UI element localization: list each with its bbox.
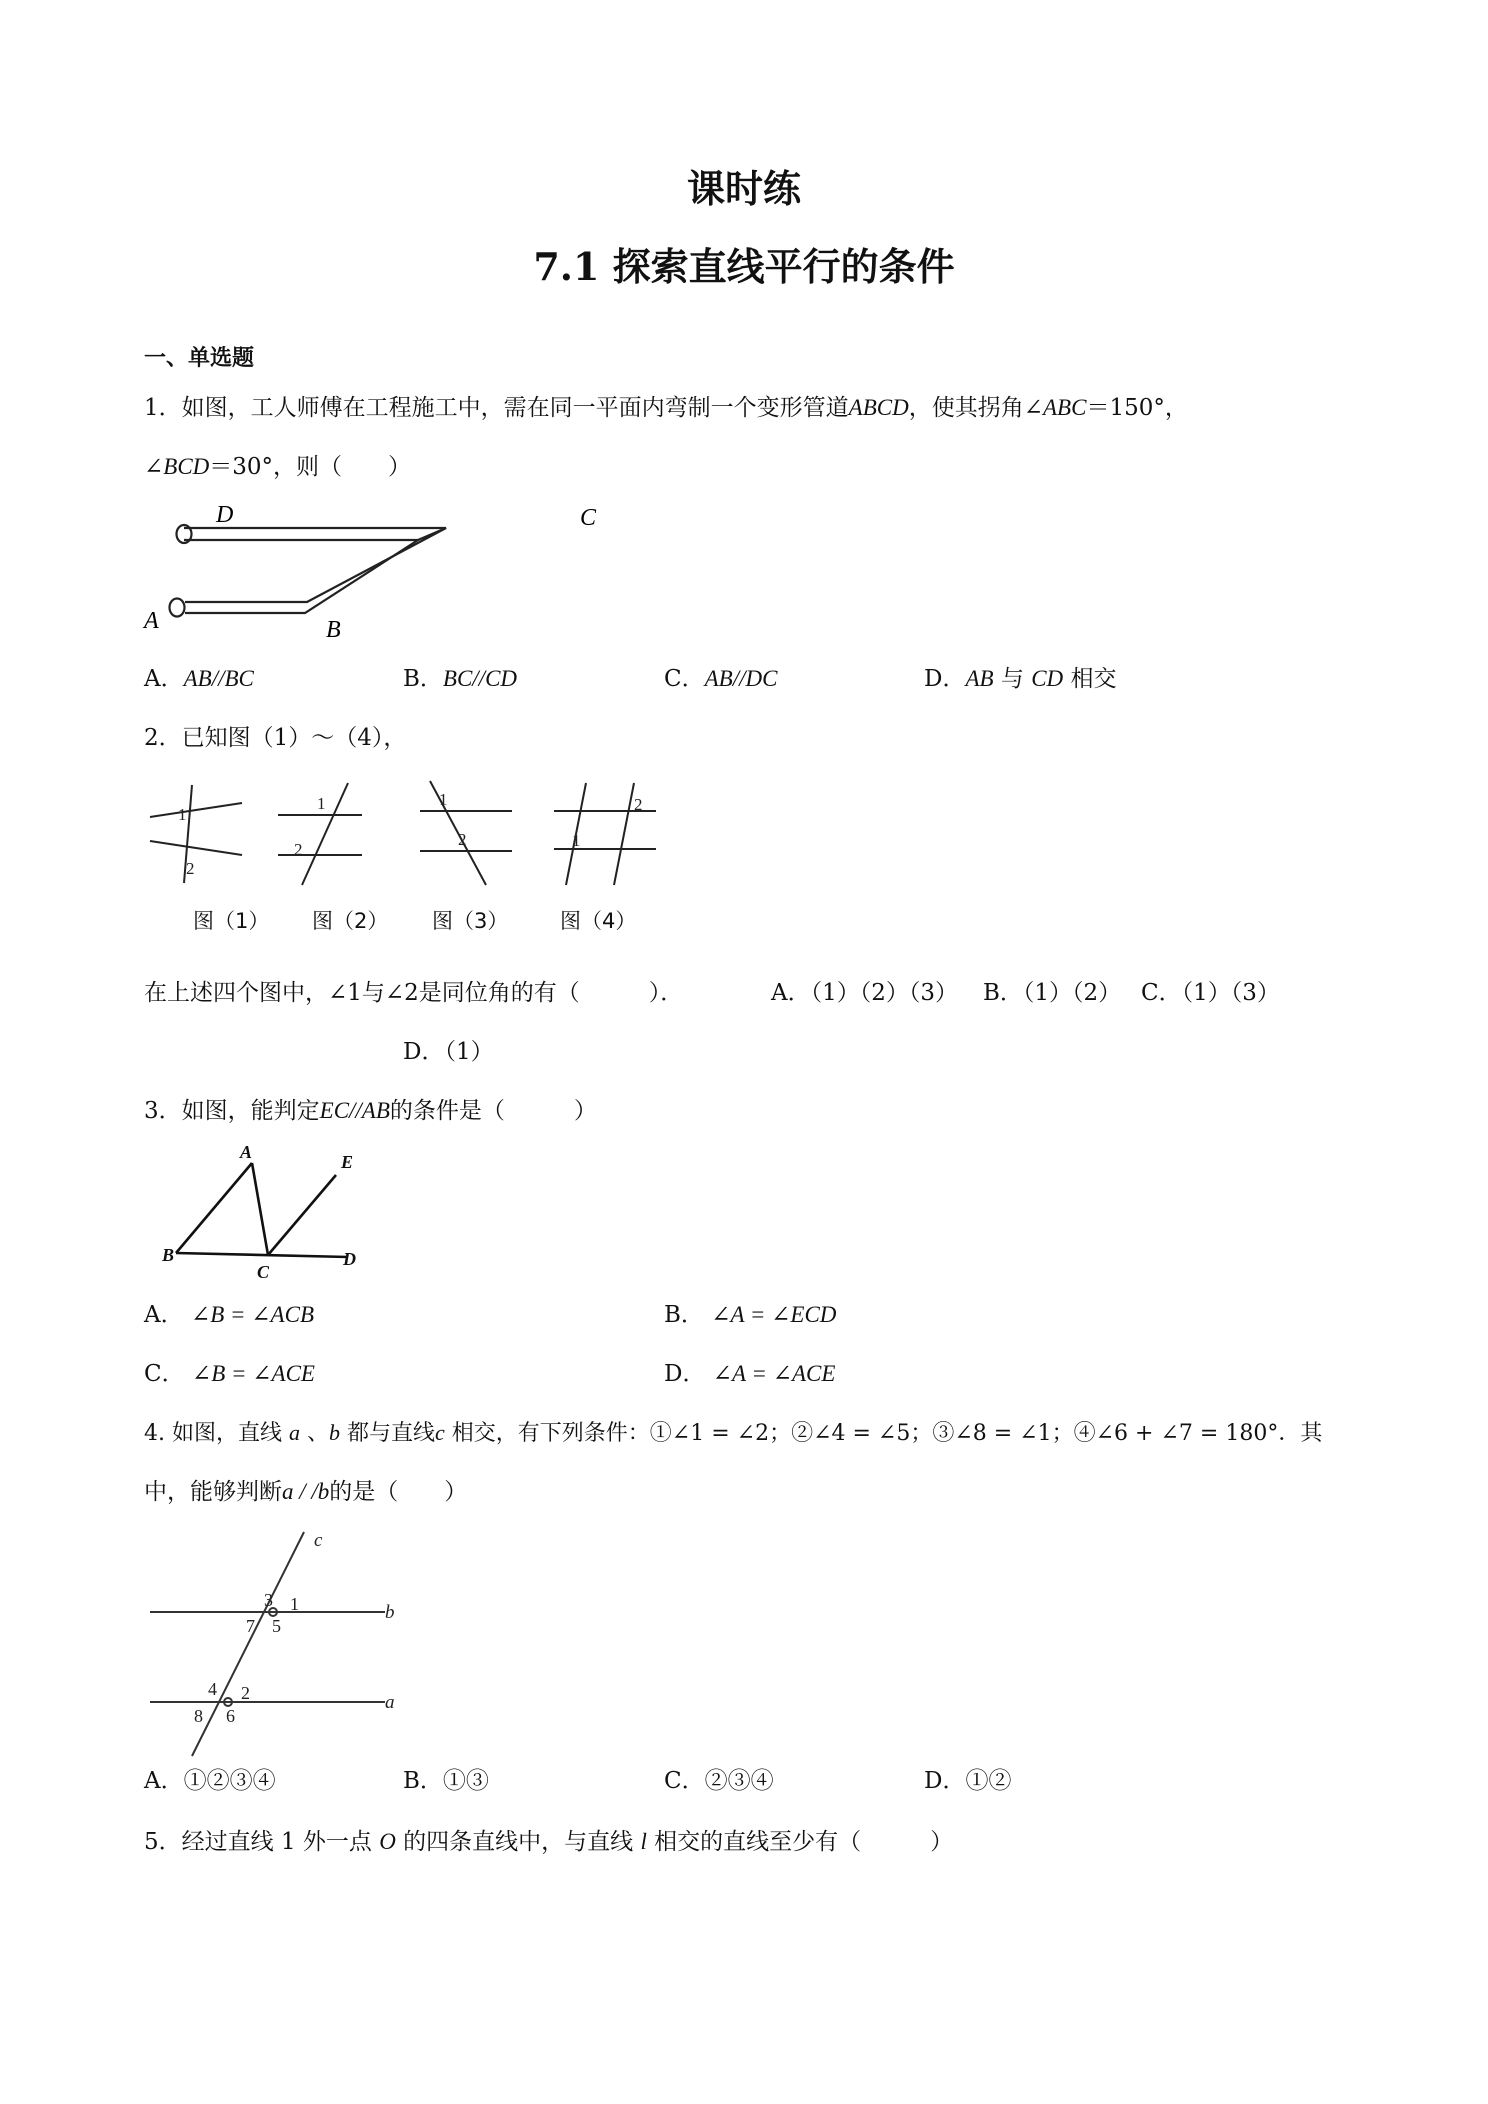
q4-option-a[interactable]: A．①②③④ — [144, 1768, 276, 1794]
q3-option-c[interactable]: C． ∠B = ∠ACE — [144, 1361, 315, 1387]
q4-angle-2: 2 — [241, 1683, 250, 1703]
q2-question-line: 在上述四个图中，∠1与∠2是同位角的有（ ）． — [144, 980, 684, 1006]
q3-label-B: B — [162, 1245, 175, 1265]
q3-label-D: D — [343, 1249, 356, 1269]
q4-stem-line1: 4. 如图，直线 a 、b 都与直线c 相交，有下列条件：①∠1 = ∠2；②∠4 = ∠5；③∠8 = ∠1；④∠6 + ∠7 = 180°．其 — [144, 1420, 1323, 1446]
q1-option-c[interactable]: C．AB//DC — [664, 666, 778, 692]
q2-option-c[interactable]: C．（1）（3） — [1141, 980, 1280, 1006]
q4-label-c: c — [314, 1530, 323, 1551]
q2-f4-angle-2: 2 — [634, 795, 643, 814]
q4-angle-7: 7 — [246, 1616, 255, 1636]
q2-f2-angle-2: 2 — [294, 840, 303, 859]
q1-option-a[interactable]: A．AB//BC — [144, 666, 254, 692]
q3-label-A: A — [240, 1142, 253, 1162]
q2-stem: 2．已知图（1）～（4）， — [144, 725, 407, 751]
q4-figure — [140, 1530, 430, 1770]
q4-option-c[interactable]: C．②③④ — [664, 1768, 774, 1794]
q2-fig-caption-1: 图（1） — [193, 909, 270, 933]
q3-option-d[interactable]: D． ∠A = ∠ACE — [664, 1361, 836, 1387]
q2-f1-angle-2: 2 — [186, 859, 195, 878]
q4-label-a: a — [385, 1692, 395, 1713]
q4-angle-3: 3 — [264, 1590, 273, 1610]
q3-option-b[interactable]: B． ∠A = ∠ECD — [664, 1302, 837, 1328]
q2-f2-angle-1: 1 — [317, 794, 326, 813]
q1-stem-line2: ∠BCD＝30°，则（ ） — [144, 454, 412, 480]
q1-option-d[interactable]: D．AB 与 CD 相交 — [924, 666, 1117, 692]
q2-fig-caption-2: 图（2） — [312, 909, 389, 933]
q2-f1-angle-1: 1 — [178, 805, 187, 824]
q2-f3-angle-1: 1 — [439, 790, 448, 809]
q4-angle-5: 5 — [272, 1616, 281, 1636]
q3-stem: 3．如图，能判定EC//AB的条件是（ ） — [144, 1098, 597, 1124]
q2-fig-caption-4: 图（4） — [560, 909, 637, 933]
q3-option-a[interactable]: A． ∠B = ∠ACB — [144, 1302, 314, 1328]
section-heading: 一、单选题 — [144, 345, 255, 371]
q5-stem: 5．经过直线 1 外一点 O 的四条直线中，与直线 l 相交的直线至少有（ ） — [144, 1829, 954, 1855]
q3-label-C: C — [257, 1262, 270, 1282]
q2-figures — [140, 775, 680, 895]
q4-angle-4: 4 — [208, 1679, 217, 1699]
q1-label-D: D — [216, 502, 234, 528]
q1-label-C: C — [580, 505, 597, 531]
q2-option-b[interactable]: B．（1）（2） — [983, 980, 1122, 1006]
q2-option-a[interactable]: A．（1）（2）（3） — [771, 980, 959, 1006]
q4-stem-line2: 中，能够判断a / /b的是（ ） — [144, 1479, 468, 1505]
q3-label-E: E — [341, 1152, 354, 1172]
page-title: 课时练 — [686, 166, 801, 211]
q3-figure — [140, 1142, 380, 1285]
q1-label-B: B — [326, 617, 341, 643]
q2-f3-angle-2: 2 — [458, 830, 467, 849]
q4-angle-1: 1 — [290, 1594, 299, 1614]
q2-f4-angle-1: 1 — [572, 831, 581, 850]
q1-stem-line1: 1．如图，工人师傅在工程施工中，需在同一平面内弯制一个变形管道ABCD，使其拐角∠ABC＝150°， — [144, 395, 1188, 421]
q1-option-b[interactable]: B．BC//CD — [403, 666, 518, 692]
q4-option-b[interactable]: B．①③ — [403, 1768, 489, 1794]
q1-pipe-figure — [140, 500, 597, 650]
q1-label-A: A — [144, 608, 159, 634]
q4-angle-8: 8 — [194, 1706, 203, 1726]
page-subtitle: 7.1 探索直线平行的条件 — [533, 244, 955, 289]
q4-label-b: b — [385, 1602, 395, 1623]
q4-angle-6: 6 — [226, 1706, 235, 1726]
q2-fig-caption-3: 图（3） — [432, 909, 509, 933]
q2-option-d[interactable]: D．（1） — [403, 1039, 494, 1065]
q4-option-d[interactable]: D．①② — [924, 1768, 1012, 1794]
